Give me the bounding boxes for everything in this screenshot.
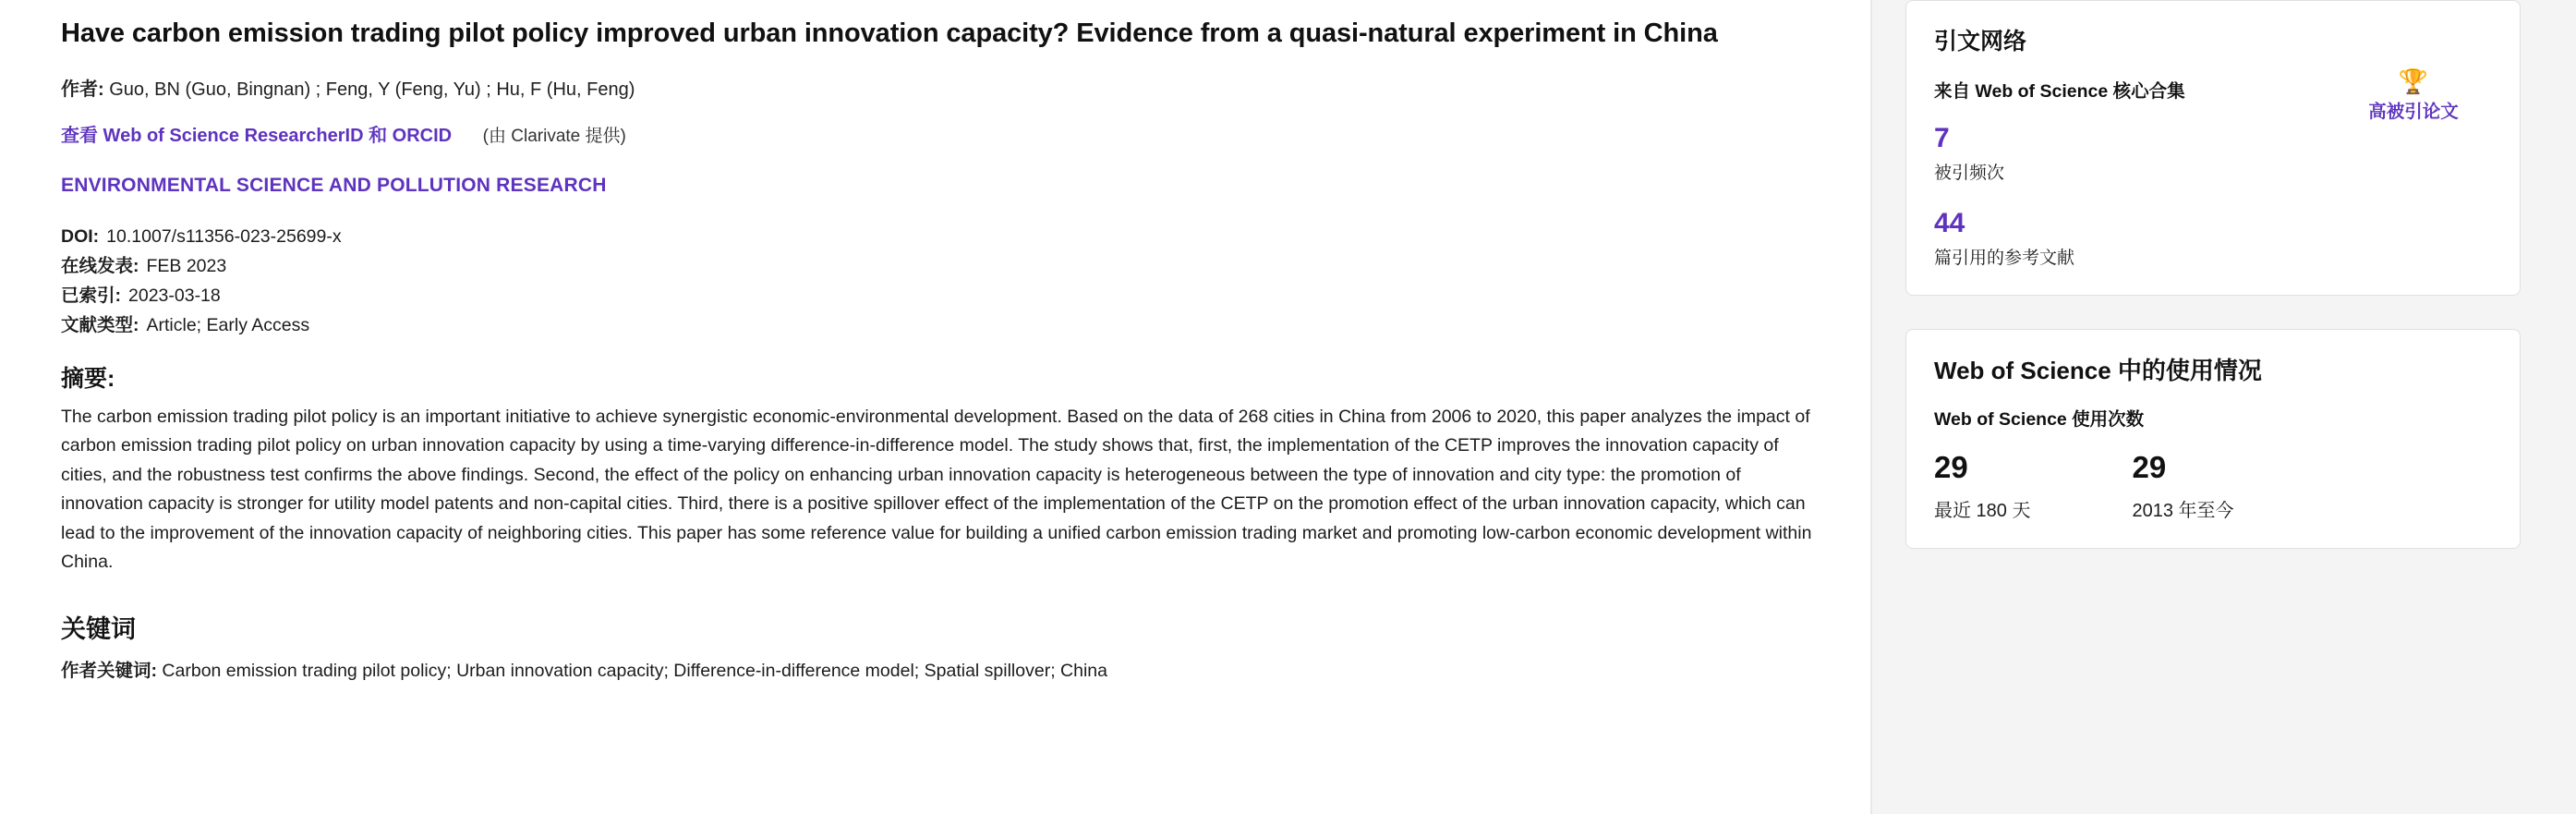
abstract-text: The carbon emission trading pilot policy is an important initiative to achieve synergistic economic-environmental development. Based on the data of 268 cities in China from 2006 to 2020, this paper analyzes the impact of carbon emission trading pilot policy on urban innovation capacity by using a time-varying difference-in-difference model. The study shows that, first, the implementation of the CETP improves the innovation capacity of cities, and the robustness test confirms the above findings. Second, the effect of the policy on enhancing urban innovation capacity is heterogeneous between the type of innovation and city type: the promotion of innovation capacity is stronger for utility model patents and non-capital cities. Third, there is a positive spillover effect of the implementation of the CETP on the promotion effect of the urban innovation capacity, which can lead to the improvement of the innovation capacity of neighboring cities. This paper has some reference value for building a unified carbon emission trading market and promoting low-carbon economic development within China.	[61, 406, 1812, 573]
usage-stats-row	[1934, 451, 2492, 522]
researcher-id-link[interactable]: 查看 Web of Science ResearcherID 和 ORCID	[61, 125, 453, 146]
usage-card	[1905, 329, 2521, 549]
field-indexed-value: 2023-03-18	[128, 286, 221, 307]
field-published-online-value: FEB 2023	[146, 255, 227, 276]
times-cited-label: 被引频次	[1934, 164, 2005, 183]
researcher-id-note: (由 Clarivate 提供)	[482, 126, 626, 146]
times-cited-block	[1934, 123, 2492, 184]
author-keywords-label: 作者关键词:	[61, 661, 157, 682]
cited-references-count[interactable]: 44	[1934, 208, 1965, 238]
field-doi	[61, 223, 1833, 250]
highly-cited-label[interactable]: 高被引论文	[2368, 102, 2459, 122]
usage-card-title: Web of Science 中的使用情况	[1934, 357, 2262, 384]
page-title: Have carbon emission trading pilot policy improved urban innovation capacity? Evidence from a quasi-natural experiment in China	[61, 18, 1718, 48]
authors-value: Guo, BN (Guo, Bingnan) ; Feng, Y (Feng, Yu) ; Hu, F (Hu, Feng)	[109, 79, 635, 100]
field-indexed	[61, 282, 1833, 310]
usage-card-subtitle: Web of Science 使用次数	[1934, 409, 2145, 430]
usage-180-days-value: 29	[1934, 450, 1968, 484]
record-sidebar	[1872, 0, 2576, 814]
author-keywords-value: Carbon emission trading pilot policy; Urban innovation capacity; Difference-in-difference model; Spatial spillover; China	[162, 661, 1107, 682]
citation-network-title: 引文网络	[1934, 29, 2027, 55]
cited-references-label: 篇引用的参考文献	[1934, 249, 2075, 268]
citation-network-card	[1905, 0, 2521, 296]
researcher-id-row	[61, 120, 1833, 147]
times-cited-count[interactable]: 7	[1934, 123, 1950, 153]
usage-stat-180-days	[1934, 451, 2030, 522]
field-indexed-label: 已索引:	[61, 286, 121, 307]
journal-link-wrapper	[61, 175, 1833, 223]
field-document-type-value: Article; Early Access	[146, 315, 310, 336]
usage-stat-since-2013	[2132, 451, 2233, 522]
field-doi-value: 10.1007/s11356-023-25699-x	[106, 225, 342, 247]
usage-since-2013-value: 29	[2132, 450, 2167, 484]
keywords-heading: 关键词	[61, 615, 136, 644]
field-published-online	[61, 252, 1833, 280]
usage-180-days-label: 最近 180 天	[1934, 501, 2031, 522]
abstract-heading: 摘要:	[61, 365, 115, 392]
highly-cited-badge[interactable]	[2335, 69, 2492, 123]
citation-network-source: 来自 Web of Science 核心合集	[1934, 81, 2185, 102]
authors-line	[61, 76, 1833, 103]
journal-link[interactable]: ENVIRONMENTAL SCIENCE AND POLLUTION RESEARCH	[61, 174, 607, 196]
cited-references-block	[1934, 208, 2492, 269]
field-document-type-label: 文献类型:	[61, 315, 139, 336]
author-keywords	[61, 656, 1833, 682]
authors-label: 作者:	[61, 79, 104, 100]
field-doi-label: DOI:	[61, 225, 100, 247]
field-published-online-label: 在线发表:	[61, 255, 139, 276]
field-document-type	[61, 311, 1833, 339]
trophy-icon: 🏆	[2398, 67, 2429, 95]
usage-since-2013-label: 2013 年至今	[2132, 501, 2234, 522]
